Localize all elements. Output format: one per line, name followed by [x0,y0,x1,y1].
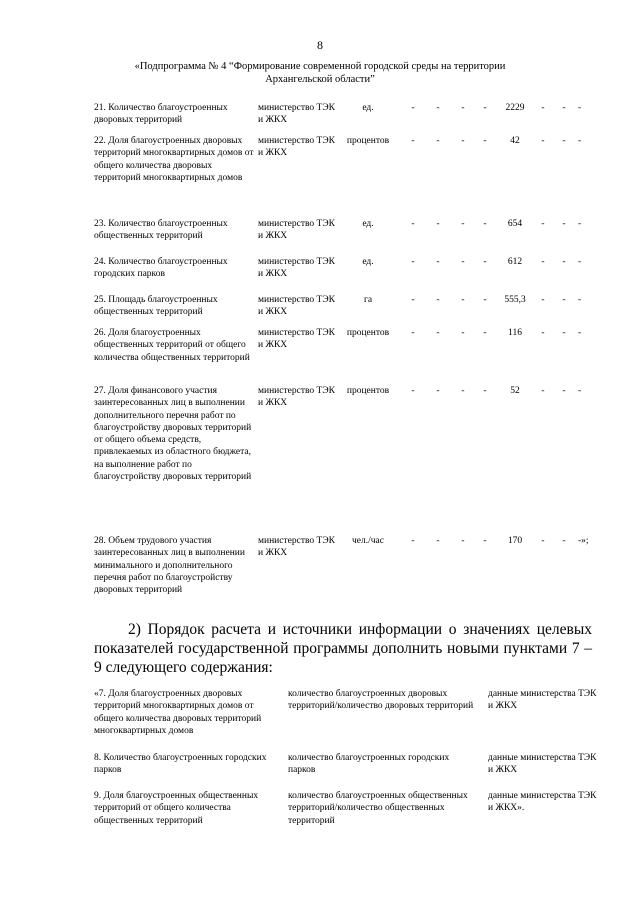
indicator-value: - [483,536,487,546]
calculation-formula: количество благоустроенных дворовых территорий/количество дворовых территорий [288,689,474,712]
indicator-name: 28. Объем трудового участия заинтересованных лиц в выполнении минимального и дополнительного перечня работ по благоустройству дворовых территорий [94,536,245,596]
indicator-value: - [562,295,566,305]
indicator-value: - [461,295,465,305]
indicator-value: - [436,536,440,546]
indicator-value: - [461,328,465,338]
indicator-name: 27. Доля финансового участия заинтересованных лиц в выполнении дополнительного перечня работ по благоустройству дворовых территорий от общего объема средств, привлекаемых из областного бюджета, на выполнение работ по благоустройству дворовых территорий [94,386,252,483]
indicator-value: - [562,219,566,229]
indicator-name: 25. Площадь благоустроенных общественных территорий [94,295,218,318]
indicator-value: - [562,328,566,338]
indicator-value: 654 [507,219,523,229]
indicator-responsible: министерство ТЭК и ЖКХ [258,295,335,318]
indicator-value: - [578,328,582,338]
indicator-value: - [562,103,566,113]
indicator-value: 52 [510,386,520,396]
calculation-source: данные министерства ТЭК и ЖКХ». [488,791,597,814]
indicator-value: - [541,103,545,113]
indicator-value: - [436,295,440,305]
indicator-responsible: министерство ТЭК и ЖКХ [258,257,335,280]
indicator-value: - [578,103,582,113]
indicator-value: - [578,136,582,146]
indicator-value: - [436,103,440,113]
indicator-value: - [541,136,545,146]
indicator-value: - [562,386,566,396]
indicator-name: 23. Количество благоустроенных общественных территорий [94,219,228,242]
indicator-value: - [436,136,440,146]
indicator-value: 2229 [505,103,525,113]
indicator-unit: процентов [346,386,390,396]
indicator-value: - [578,257,582,267]
indicator-responsible: министерство ТЭК и ЖКХ [258,536,335,559]
indicator-value: - [483,103,487,113]
indicator-unit: ед. [362,257,374,267]
indicator-unit: процентов [346,328,390,338]
indicator-value: - [562,536,566,546]
indicator-value: 555,3 [504,295,526,305]
calculation-indicator: 8. Количество благоустроенных городских парков [94,753,267,776]
indicator-name: 22. Доля благоустроенных дворовых территорий многоквартирных домов от общего количества дворовых территорий многоквартирных домов [94,136,254,183]
calculation-source: данные министерства ТЭК и ЖКХ [488,689,597,712]
indicator-value: - [411,103,415,113]
indicator-unit: процентов [346,136,390,146]
indicator-value: - [541,386,545,396]
indicator-value: - [411,257,415,267]
indicator-value: - [541,328,545,338]
indicator-responsible: министерство ТЭК и ЖКХ [258,386,335,409]
indicator-value: - [483,257,487,267]
indicator-value: 170 [507,536,523,546]
indicator-value: - [461,219,465,229]
indicator-unit: чел./час [352,536,384,546]
indicator-value: - [578,219,582,229]
indicator-value: - [541,295,545,305]
indicator-value: 42 [510,136,520,146]
indicator-value: - [411,295,415,305]
indicator-value: 612 [507,257,523,267]
indicator-value: - [461,103,465,113]
amendment-paragraph [94,620,592,677]
indicator-value: - [411,536,415,546]
indicator-unit: ед. [362,219,374,229]
indicator-value: - [461,136,465,146]
indicator-unit: га [363,295,373,305]
indicator-name: 26. Доля благоустроенных общественных территорий от общего количества общественных территорий [94,328,250,363]
calculation-indicator: «7. Доля благоустроенных дворовых территорий многоквартирных домов от общего количества дворовых территорий многоквартирных домов [94,689,262,736]
indicator-value: - [436,328,440,338]
indicator-value: - [483,219,487,229]
indicator-value: - [461,536,465,546]
subprogram-heading-line1: «Подпрограмма № 4 “Формирование современной городской среды на территории [134,61,506,72]
indicator-responsible: министерство ТЭК и ЖКХ [258,219,335,242]
calculation-source: данные министерства ТЭК и ЖКХ [488,753,597,776]
subprogram-heading-line2: Архангельской области” [265,74,375,85]
indicator-value: 116 [508,328,522,338]
indicator-value: - [578,386,582,396]
indicator-value: - [411,136,415,146]
indicator-value: - [483,386,487,396]
indicator-value: - [483,136,487,146]
indicator-value: - [436,386,440,396]
indicator-value: - [541,219,545,229]
indicator-value: - [562,257,566,267]
indicator-value: - [411,328,415,338]
indicator-value: - [411,219,415,229]
indicator-value: - [562,136,566,146]
calculation-indicator: 9. Доля благоустроенных общественных территорий от общего количества общественных территорий [94,791,259,826]
calculation-formula: количество благоустроенных городских парков [288,753,450,776]
indicator-value: -»; [578,536,589,546]
indicator-value: - [436,219,440,229]
indicator-responsible: министерство ТЭК и ЖКХ [258,136,335,159]
indicator-value: - [411,386,415,396]
indicator-value: - [461,257,465,267]
indicator-name: 24. Количество благоустроенных городских парков [94,257,228,280]
indicator-value: - [461,386,465,396]
page-number: 8 [317,38,323,52]
indicator-name: 21. Количество благоустроенных дворовых территорий [94,103,228,126]
indicator-unit: ед. [362,103,374,113]
subprogram-heading [0,60,640,86]
indicator-responsible: министерство ТЭК и ЖКХ [258,328,335,351]
indicator-value: - [541,536,545,546]
indicator-value: - [578,295,582,305]
indicator-value: - [483,328,487,338]
indicator-value: - [436,257,440,267]
amendment-paragraph-text: 2) Порядок расчета и источники информации о значениях целевых показателей государственной программы дополнить новыми пунктами 7 – 9 следующего содержания: [94,621,592,676]
indicator-value: - [483,295,487,305]
indicator-responsible: министерство ТЭК и ЖКХ [258,103,335,126]
indicator-value: - [541,257,545,267]
calculation-formula: количество благоустроенных общественных территорий/количество общественных территорий [288,791,468,826]
